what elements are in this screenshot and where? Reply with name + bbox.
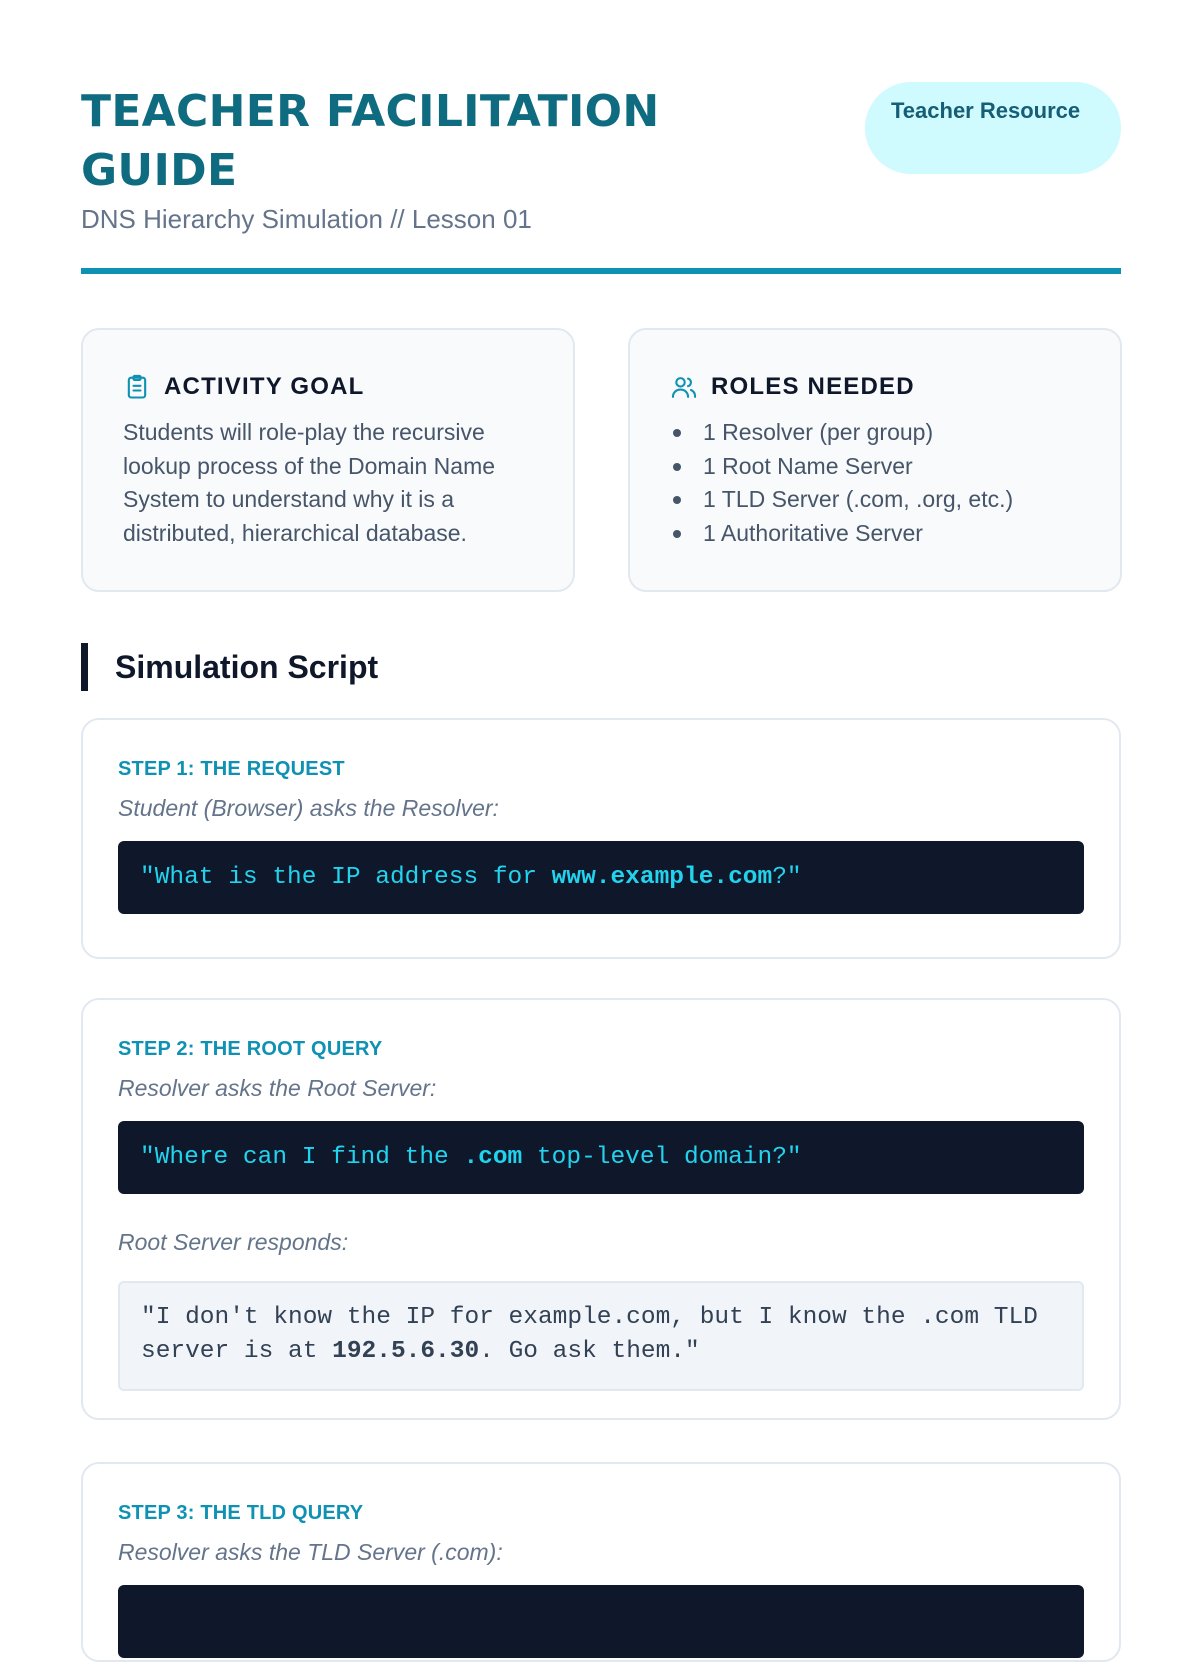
step-1-description: Student (Browser) asks the Resolver:	[118, 795, 499, 821]
roles-needed-title: ROLES NEEDED	[711, 373, 915, 400]
page-subtitle: DNS Hierarchy Simulation // Lesson 01	[81, 204, 532, 234]
query-text: "Where can I find the	[140, 1144, 464, 1171]
role-item: 1 Authoritative Server	[670, 517, 1080, 551]
activity-goal-text: Students will role-play the recursive lookup process of the Domain Name System to understand why it is a distributed, hierarchical database.	[123, 419, 496, 546]
teacher-resource-badge: Teacher Resource	[865, 82, 1121, 174]
step-3-query	[118, 1585, 1084, 1658]
roles-needed-card	[628, 328, 1122, 592]
roles-needed-header	[670, 370, 1080, 404]
role-item: 1 TLD Server (.com, .org, etc.)	[670, 483, 1080, 517]
query-text-end: top-level domain?"	[522, 1144, 802, 1171]
step-3-card	[81, 1462, 1121, 1662]
response-text-end: . Go ask them."	[479, 1337, 700, 1365]
roles-list	[670, 416, 1080, 550]
clipboard-icon	[123, 373, 151, 401]
simulation-script-heading: Simulation Script	[81, 643, 378, 691]
query-text-end: ?"	[772, 864, 802, 891]
step-2-response-description: Root Server responds:	[118, 1229, 349, 1255]
role-item: 1 Resolver (per group)	[670, 416, 1080, 450]
response-text: "I don't know the IP for example.com, but I know the .com TLD server is at	[141, 1304, 1038, 1365]
step-2-card	[81, 998, 1121, 1420]
step-2-query	[118, 1121, 1084, 1194]
step-1-label: STEP 1: THE REQUEST	[118, 758, 345, 780]
users-icon	[670, 373, 698, 401]
step-1-query	[118, 841, 1084, 914]
activity-goal-title: ACTIVITY GOAL	[164, 373, 365, 400]
header-divider	[81, 268, 1121, 274]
step-1-card	[81, 718, 1121, 959]
step-2-description: Resolver asks the Root Server:	[118, 1075, 437, 1101]
activity-goal-card	[81, 328, 575, 592]
response-ip: 192.5.6.30	[332, 1337, 480, 1365]
query-domain: .com	[463, 1144, 523, 1171]
query-domain: www.example.com	[551, 864, 773, 891]
role-item: 1 Root Name Server	[670, 450, 1080, 484]
step-2-response	[118, 1281, 1084, 1391]
activity-goal-header	[123, 370, 533, 404]
page-header	[81, 82, 1121, 272]
page-title: TEACHER FACILITATION GUIDE	[81, 86, 660, 196]
step-3-label: STEP 3: THE TLD QUERY	[118, 1502, 364, 1524]
step-3-description: Resolver asks the TLD Server (.com):	[118, 1539, 503, 1565]
query-text: "What is the IP address for	[140, 864, 552, 891]
step-2-label: STEP 2: THE ROOT QUERY	[118, 1038, 383, 1060]
